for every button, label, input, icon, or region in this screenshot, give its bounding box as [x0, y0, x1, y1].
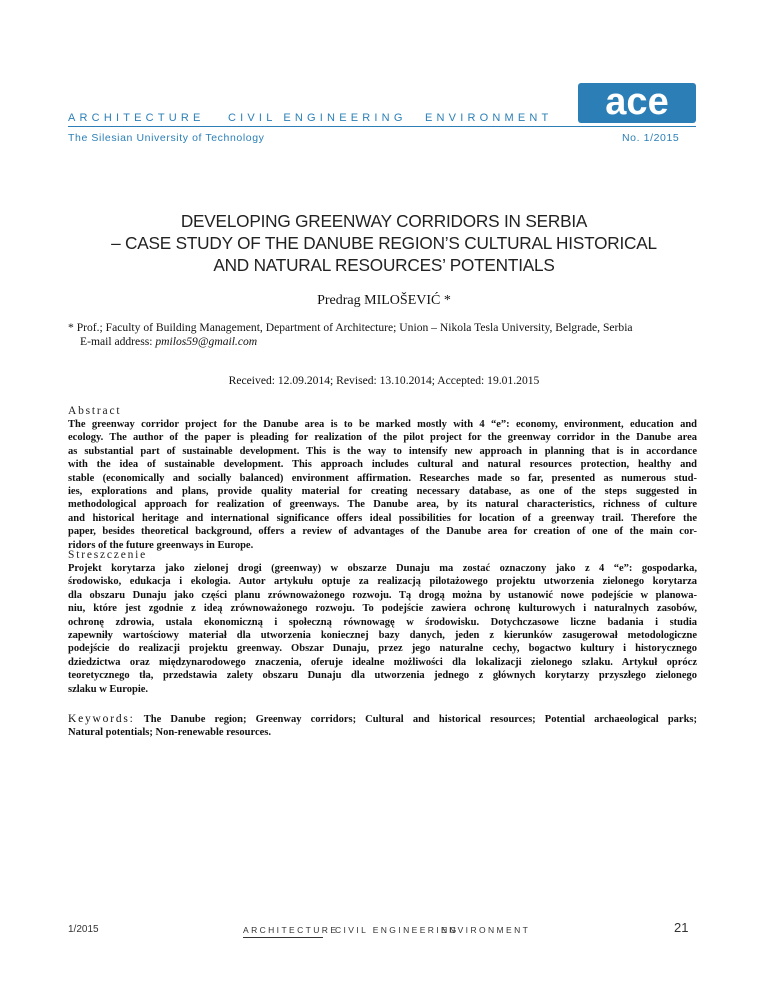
issue-number: No. 1/2015 — [622, 132, 680, 144]
ace-logo — [578, 83, 696, 123]
footer-civil-engineering: CIVIL ENGINEERING — [335, 925, 459, 935]
footer-issue: 1/2015 — [68, 924, 99, 935]
page-number: 21 — [674, 920, 689, 935]
author-name: Predrag MILOŠEVIĆ * — [317, 293, 451, 308]
keywords: Keywords: The Danube region; Greenway corridors; Cultural and historical resources; Potential archaeological parks; Natural potentials; Non-renewable resources. — [68, 713, 697, 739]
author-email: pmilos59@gmail.com — [155, 335, 258, 348]
abstract-text: The greenway corridor project for the Danube area is to be marked mostly with 4 “e”: economy, environment, education and ecology. The author of the paper is pleading for realization of the pilot project for the greenway corridor in the Danube area as substantial part of sustainable development. This is the way to intensify new approach in planning that is in accordance with the idea of sustainable development. This approach includes cultural and natural resources protection, healthy and stable (economically and socially balanced) environment affirmation. Researches made so far, presented as numerous stud- ies, explorations and plans, provide quality material for creating necessary database, as one of the steps suggested in methodological approach for realization of greenways. The Danube area, by its natural characteristics, richness of culture and historical heritage and international significance offers ideal possibilities for location of a greenway trail. Therefore the paper, besides theoretical background, offers a review of advantages of the Danube area for creation of one of the main cor- ridors of the future greenways in Europe. — [68, 419, 697, 551]
university-name: The Silesian University of Technology — [68, 132, 265, 144]
journal-header-environment: ENVIRONMENT — [425, 112, 553, 124]
svg-text:ace: ace — [605, 83, 669, 123]
footer-architecture: ARCHITECTURE — [243, 925, 339, 935]
author-affiliation: * Prof.; Faculty of Building Management, Department of Architecture; Union – Nikola Tesla University, Belgrade, Serbia E-mail address: pmilos59@gmail.com — [68, 321, 633, 348]
abstract-heading: Abstract — [68, 405, 122, 417]
footer-environment: ENVIRONMENT — [441, 925, 531, 935]
keywords-label: Keywords: — [68, 713, 135, 725]
paper-title: DEVELOPING GREENWAY CORRIDORS IN SERBIA – CASE STUDY OF THE DANUBE REGION’S CULTURAL HISTORICAL AND NATURAL RESOURCES’ POTENTIALS — [111, 211, 657, 275]
header-rule — [68, 126, 696, 127]
journal-header-civil-engineering: CIVIL ENGINEERING — [228, 112, 407, 124]
journal-header-architecture: ARCHITECTURE — [68, 112, 205, 124]
received-dates: Received: 12.09.2014; Revised: 13.10.2014; Accepted: 19.01.2015 — [228, 374, 540, 387]
streszczenie-text: Projekt korytarza jako zielonej drogi (greenway) w obszarze Dunaju ma zostać oznaczony jako z 4 “e”: gospodarka, środowisko, edukacja i ekologia. Autor artykułu optuje za realizacją pilotażowego projektu utworzenia zielonego korytarza dla obszaru Dunaju jako części planu zrównoważonego rozwoju. Tą drogą można by ustanowić nowe podejście w planowa- niu, które jest zgodnie z ideą zrównoważonego rozwoju. To podejście zawiera ochronę kulturowych i naturalnych zasobów, ochronę zdrowia, ustala ekonomiczną i społeczną równowagę w środowisku. Dotychczasowe liczne badania i studia zapewniły wartościowy materiał dla utworzenia koniecznej bazy danych, jeden z kierunków zasugerował metodologiczne podejście do realizacji projektu greenway. Obszar Dunaju, przez jego naturalne cechy, bogactwo kultury i historycznego dziedzictwa oraz międzynarodowego znaczenia, oferuje idealne możliwości dla lokalizacji zielonego szlaku. Artykuł oprócz teoretycznego tła, przedstawia zalety obszaru Dunaju dla utworzenia jednego z głównych korytarzy przyszłego zielonego szlaku w Europie. — [68, 563, 697, 695]
footer-underline — [243, 937, 323, 938]
streszczenie-heading: Streszczenie — [68, 549, 148, 561]
